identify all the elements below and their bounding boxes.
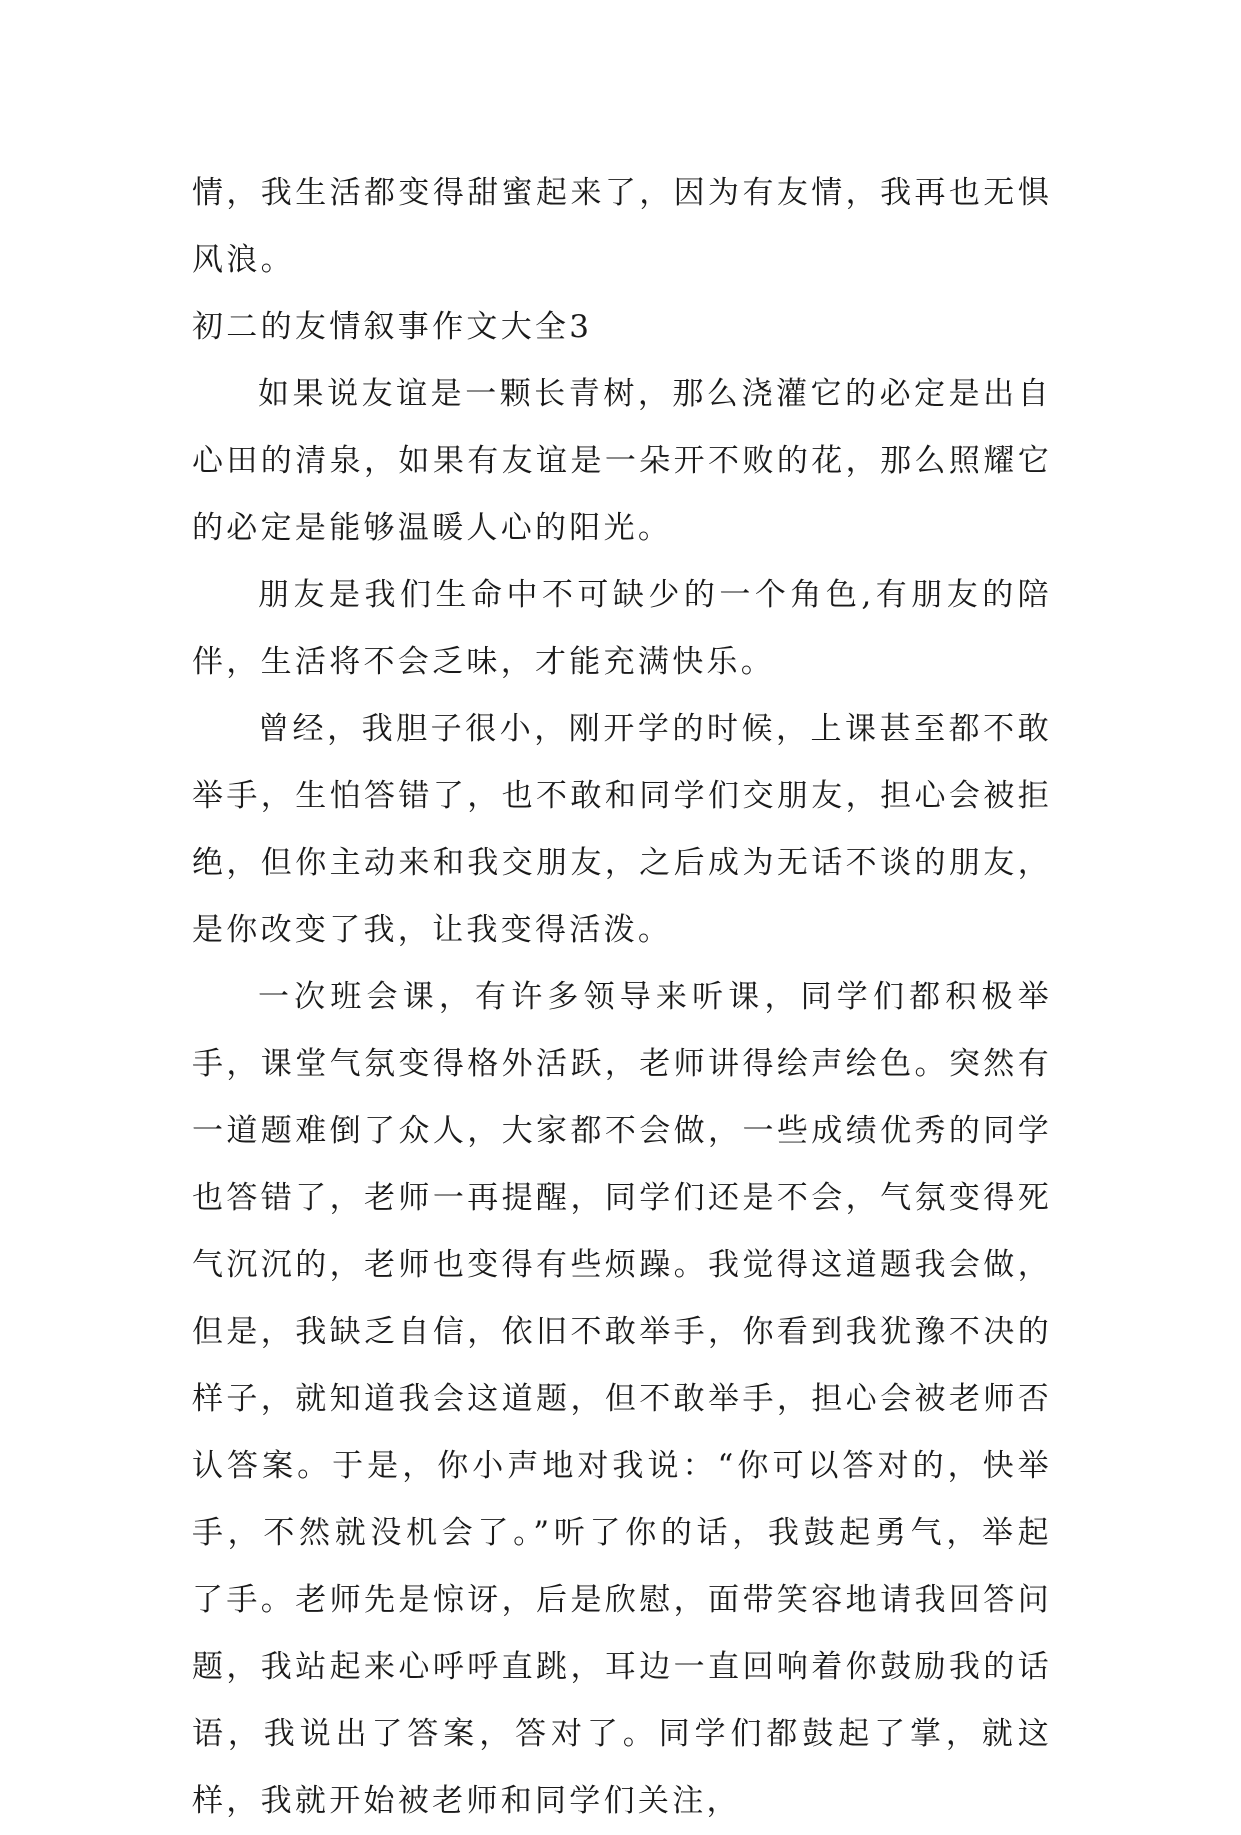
section-heading: 初二的友情叙事作文大全3	[192, 309, 593, 345]
paragraph-2: 朋友是我们生命中不可缺少的一个角色,有朋友的陪伴，生活将不会乏味，才能充满快乐。	[192, 577, 1052, 680]
paragraph-3: 曾经，我胆子很小，刚开学的时候，上课甚至都不敢举手，生怕答错了，也不敢和同学们交朋友，担心会被拒绝，但你主动来和我交朋友，之后成为无话不谈的朋友，是你改变了我，让我变得活泼。	[192, 711, 1052, 948]
continuation-paragraph: 情，我生活都变得甜蜜起来了，因为有友情，我再也无惧风浪。	[192, 175, 1052, 278]
paragraph-1: 如果说友谊是一颗长青树，那么浇灌它的必定是出自心田的清泉，如果有友谊是一朵开不败的花，那么照耀它的必定是能够温暖人心的阳光。	[192, 376, 1052, 546]
document-body	[192, 160, 1052, 1835]
paragraph-4: 一次班会课，有许多领导来听课，同学们都积极举手，课堂气氛变得格外活跃，老师讲得绘声绘色。突然有一道题难倒了众人，大家都不会做，一些成绩优秀的同学也答错了，老师一再提醒，同学们还是不会，气氛变得死气沉沉的，老师也变得有些烦躁。我觉得这道题我会做，但是，我缺乏自信，依旧不敢举手，你看到我犹豫不决的样子，就知道我会这道题，但不敢举手，担心会被老师否认答案。于是，你小声地对我说：“你可以答对的，快举手，不然就没机会了。”听了你的话，我鼓起勇气，举起了手。老师先是惊讶，后是欣慰，面带笑容地请我回答问题，我站起来心呼呼直跳，耳边一直回响着你鼓励我的话语，我说出了答案，答对了。同学们都鼓起了掌，就这样，我就开始被老师和同学们关注，	[192, 979, 1052, 1819]
